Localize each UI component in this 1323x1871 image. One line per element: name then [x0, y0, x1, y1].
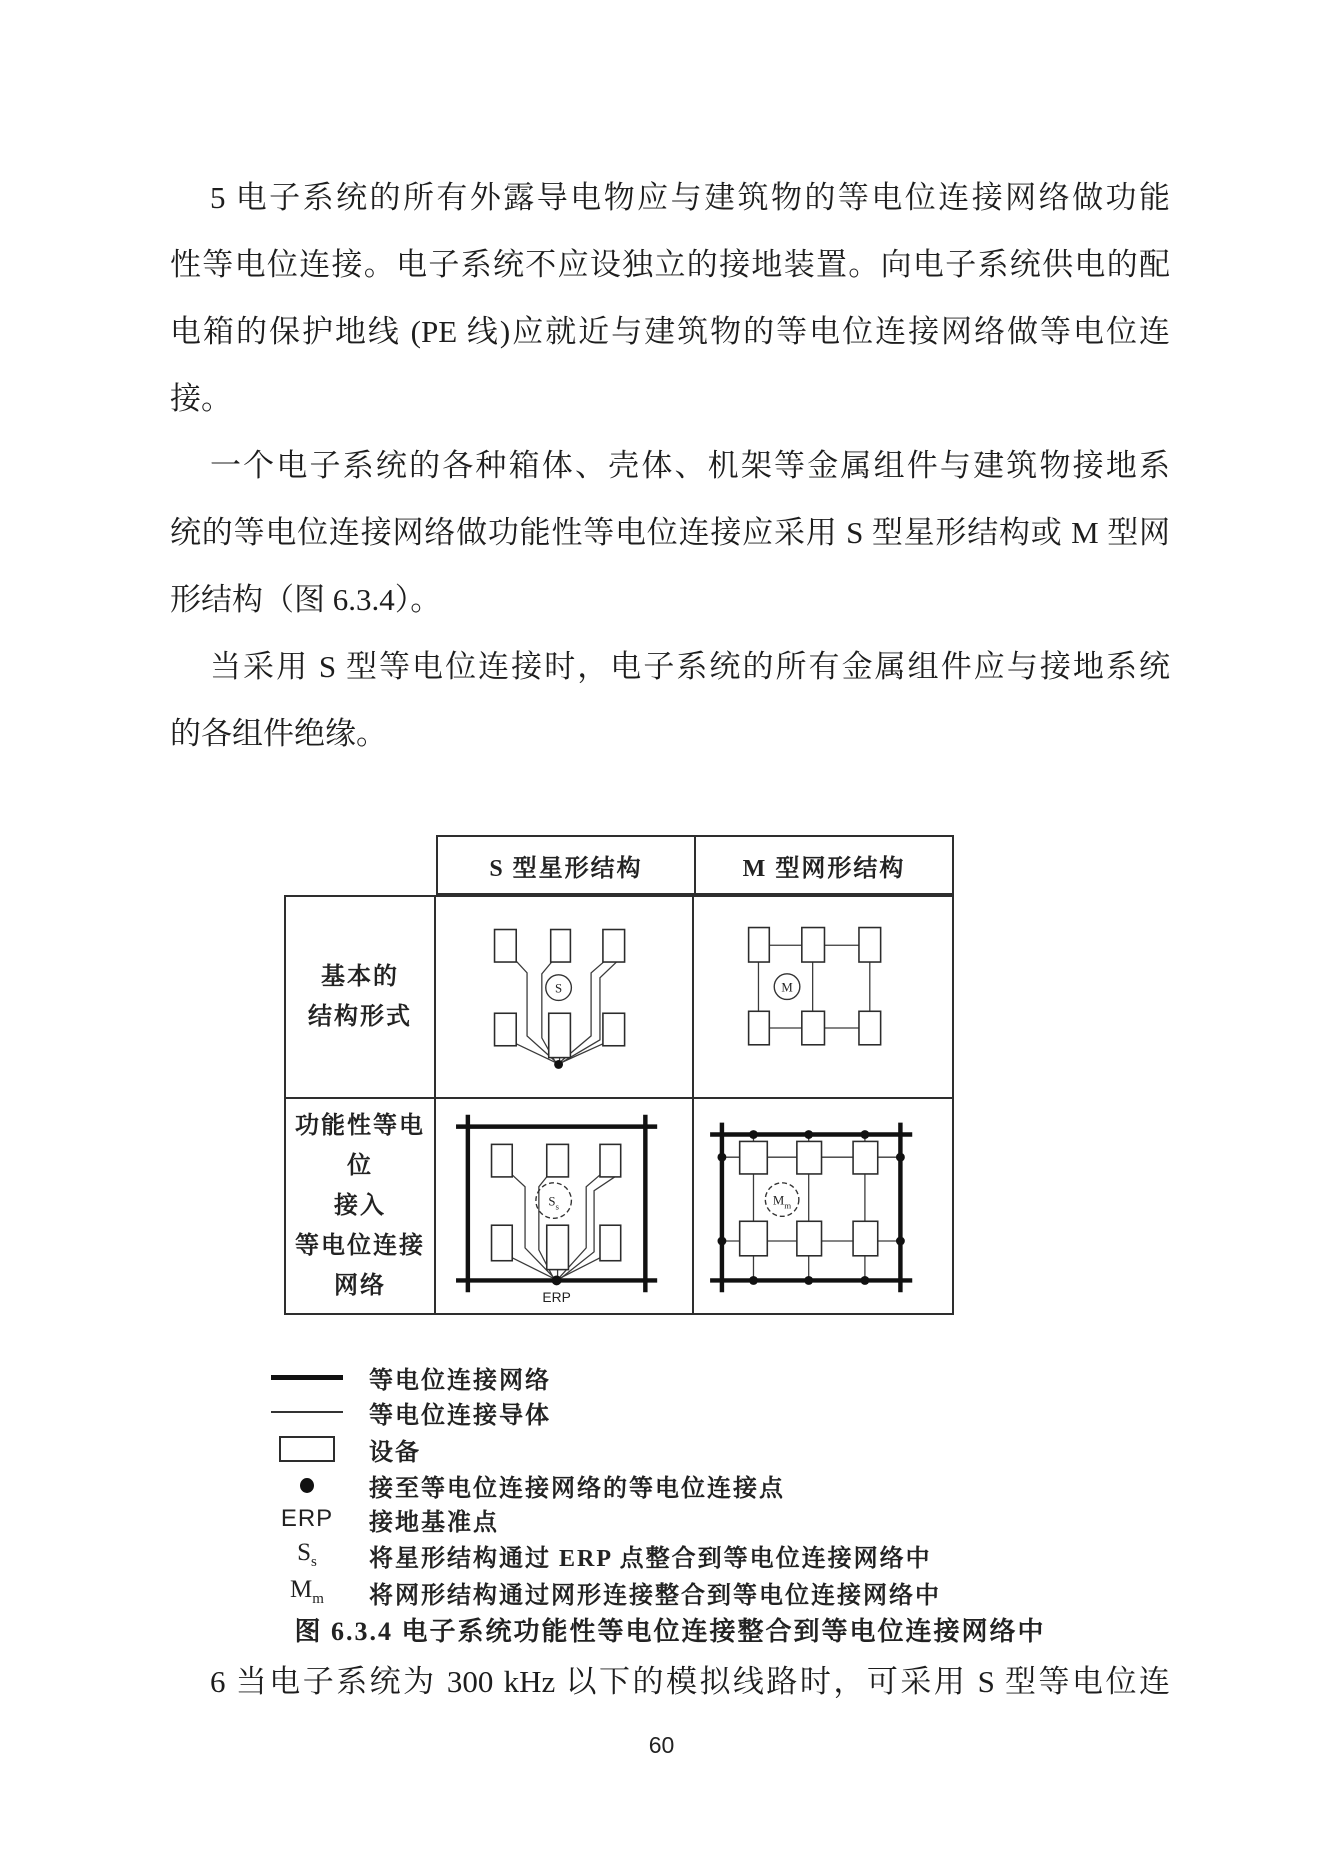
legend-label: 等电位连接网络 — [369, 1367, 551, 1394]
legend-item — [263, 1395, 551, 1429]
erp-point-dot — [552, 1276, 562, 1286]
paragraph-line: 的各组件绝缘。 — [170, 716, 387, 751]
legend-label: 接地基准点 — [369, 1509, 499, 1536]
legend-label: 将星形结构通过 ERP 点整合到等电位连接网络中 — [369, 1545, 932, 1572]
equipment-rect-icon — [279, 1436, 335, 1462]
legend-label: 等电位连接导体 — [369, 1402, 551, 1429]
column-header-m-type: M 型网形结构 — [694, 837, 952, 893]
paragraph-line: 统的等电位连接网络做功能性等电位连接应采用 S 型星形结构或 M 型网 — [170, 515, 1170, 550]
legend-item — [263, 1430, 421, 1468]
mm-symbol: $M_m$ — [290, 1576, 324, 1607]
figure-caption: 图 6.3.4 电子系统功能性等电位连接整合到等电位连接网络中 — [294, 1617, 1046, 1646]
bonding-point-dot — [554, 1060, 563, 1069]
legend-item — [263, 1502, 499, 1536]
paragraph-line: 电箱的保护地线 (PE 线)应就近与建筑物的等电位连接网络做等电位连 — [170, 314, 1170, 349]
legend-item — [263, 1538, 932, 1572]
legend-label: 将网形结构通过网形连接整合到等电位连接网络中 — [369, 1582, 941, 1609]
diagram-s-basic — [436, 897, 694, 1099]
figure-table-body — [284, 895, 954, 1315]
paragraph-line: 接。 — [170, 381, 232, 416]
body-text-after-figure — [170, 1648, 1170, 1715]
m-functional-label: $M_m$ — [772, 1193, 792, 1211]
body-text — [170, 164, 1170, 767]
row-header-text: 接入 — [334, 1193, 386, 1219]
paragraph-line: 形结构（图 6.3.4）。 — [170, 582, 442, 617]
figure-table-header — [436, 835, 954, 895]
page-number: 60 — [648, 1732, 675, 1758]
bonding-point-dot-icon — [300, 1478, 314, 1493]
column-header-s-type: S 型星形结构 — [489, 855, 643, 882]
thin-line-icon — [271, 1411, 343, 1413]
paragraph-line: 5 电子系统的所有外露导电物应与建筑物的等电位连接网络做功能 — [210, 180, 1170, 215]
row-header-basic-structure — [286, 897, 436, 1099]
ss-symbol: $S_s$ — [297, 1539, 317, 1570]
row-header-functional-bonding — [286, 1099, 436, 1313]
paragraph-line: 6 当电子系统为 300 kHz 以下的模拟线路时，可采用 S 型等电位连 — [210, 1664, 1170, 1699]
row-header-text: 基本的 — [321, 964, 399, 990]
erp-symbol: ERP — [280, 1505, 334, 1532]
row-header-text: 结构形式 — [308, 1004, 412, 1030]
diagram-m-basic — [694, 897, 952, 1099]
erp-label: ERP — [542, 1290, 571, 1306]
legend-label: 接至等电位连接网络的等电位连接点 — [369, 1475, 785, 1502]
paragraph-line: 当采用 S 型等电位连接时，电子系统的所有金属组件应与接地系统 — [210, 649, 1170, 684]
paragraph-line: 一个电子系统的各种箱体、壳体、机架等金属组件与建筑物接地系 — [210, 448, 1170, 483]
row-header-text: 功能性等电位 — [295, 1113, 425, 1179]
s-basic-label: S — [555, 981, 563, 996]
legend-label: 设备 — [369, 1439, 421, 1466]
thick-line-icon — [271, 1375, 343, 1380]
m-basic-label: M — [781, 980, 793, 995]
s-functional-label: $S_s$ — [548, 1194, 559, 1212]
diagram-m-functional — [694, 1099, 952, 1313]
legend-item — [263, 1575, 941, 1609]
legend-item — [263, 1468, 785, 1502]
diagram-s-functional — [436, 1099, 694, 1313]
paragraph-line: 性等电位连接。电子系统不应设独立的接地装置。向电子系统供电的配 — [170, 247, 1170, 282]
legend-item — [263, 1360, 551, 1394]
row-header-text: 等电位连接网络 — [295, 1233, 425, 1299]
